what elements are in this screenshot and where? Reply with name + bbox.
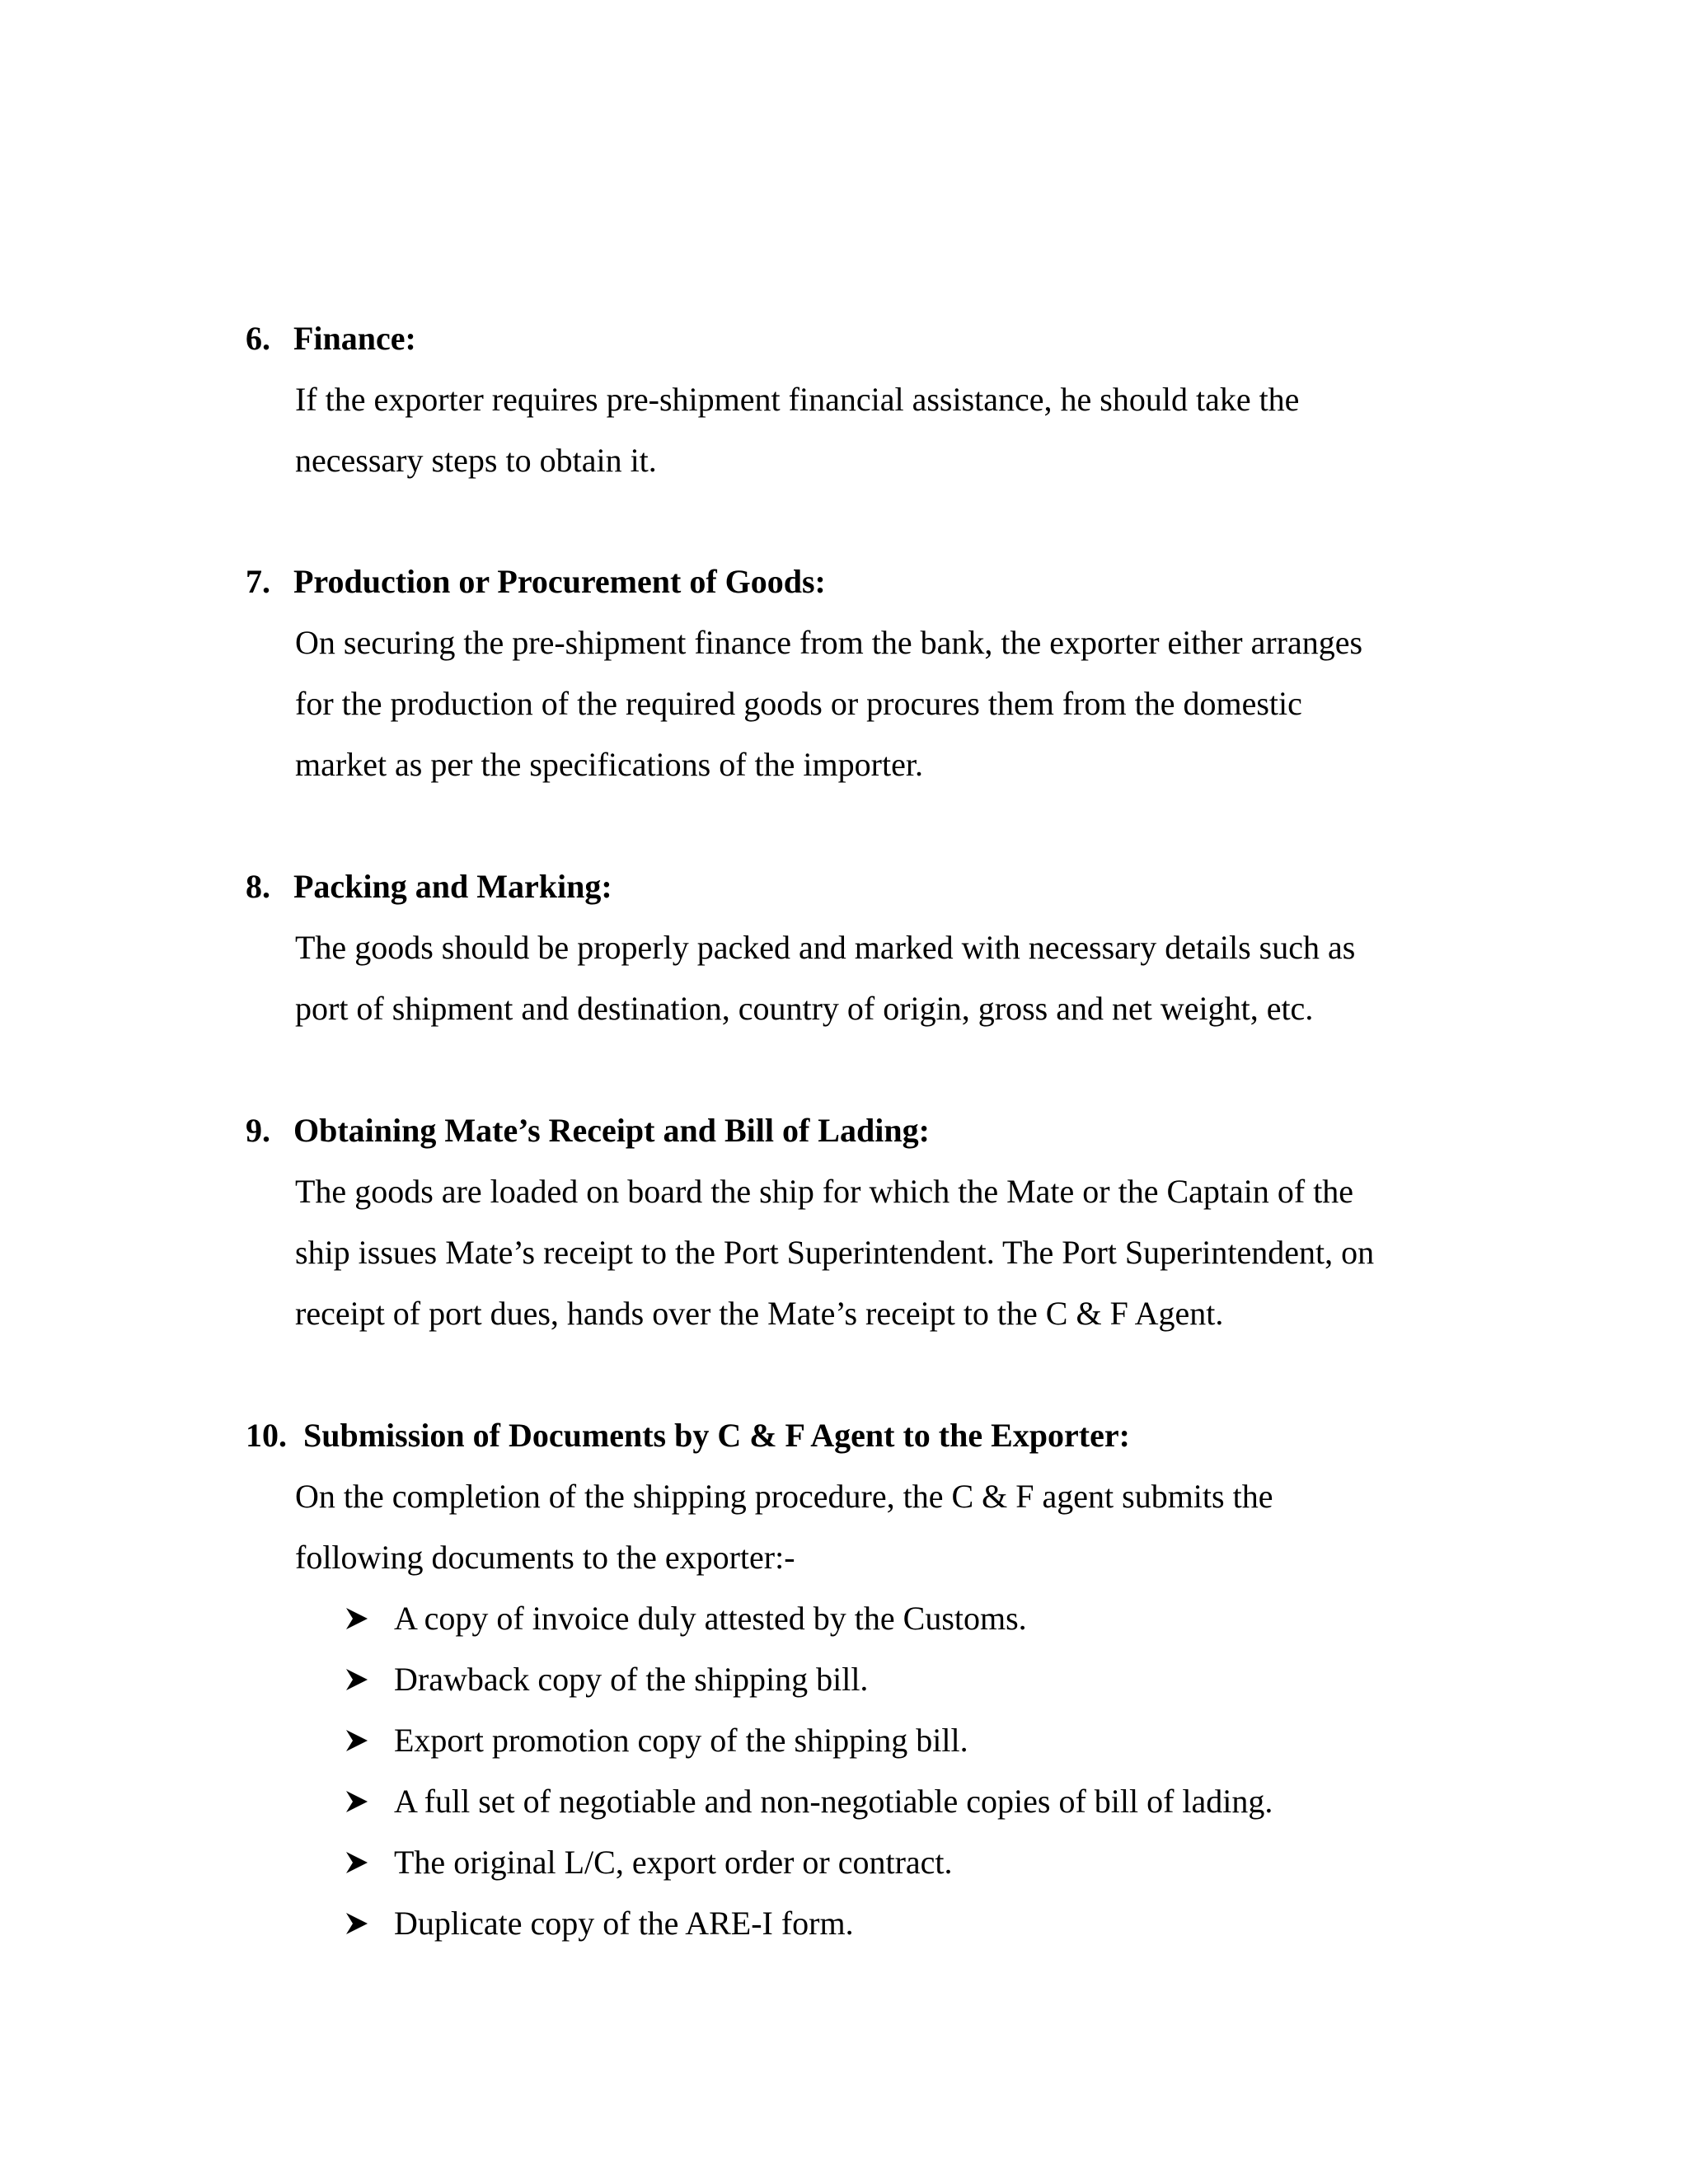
section-heading-submission bbox=[246, 1415, 1130, 1456]
section-heading-production bbox=[246, 561, 826, 602]
section-heading-finance bbox=[246, 318, 416, 359]
list-item-text: A full set of negotiable and non-negotiable copies of bill of lading. bbox=[394, 1783, 1273, 1820]
section-heading-packing bbox=[246, 866, 612, 907]
list-item bbox=[345, 1649, 1273, 1710]
section-title: Submission of Documents by C & F Agent to the Exporter: bbox=[303, 1417, 1130, 1454]
body-line: On securing the pre-shipment finance from the bank, the exporter either arranges bbox=[295, 624, 1363, 661]
body-line: market as per the specifications of the importer. bbox=[295, 746, 923, 783]
list-item-text: Duplicate copy of the ARE-I form. bbox=[394, 1905, 854, 1942]
list-item-text: A copy of invoice duly attested by the Customs. bbox=[394, 1600, 1027, 1637]
section-body-finance bbox=[295, 369, 1299, 491]
arrowhead-bullet-icon bbox=[345, 1850, 369, 1875]
arrowhead-bullet-icon bbox=[345, 1789, 369, 1814]
body-line: The goods should be properly packed and marked with necessary details such as bbox=[295, 929, 1356, 966]
section-number: 10. bbox=[246, 1417, 287, 1454]
list-item bbox=[345, 1893, 1273, 1954]
section-number: 6. bbox=[246, 320, 270, 357]
body-line: following documents to the exporter:- bbox=[295, 1539, 795, 1576]
body-line: receipt of port dues, hands over the Mate’s receipt to the C & F Agent. bbox=[295, 1295, 1224, 1332]
body-line: for the production of the required goods or procures them from the domestic bbox=[295, 685, 1302, 722]
section-title: Production or Procurement of Goods: bbox=[293, 563, 826, 600]
arrowhead-bullet-icon bbox=[345, 1606, 369, 1631]
section-title: Obtaining Mate’s Receipt and Bill of Lading: bbox=[293, 1112, 930, 1149]
body-line: On the completion of the shipping procedure, the C & F agent submits the bbox=[295, 1478, 1273, 1515]
list-item-text: Drawback copy of the shipping bill. bbox=[394, 1661, 869, 1698]
section-body-submission bbox=[295, 1466, 1273, 1588]
section-body-packing bbox=[295, 917, 1355, 1039]
body-line: port of shipment and destination, country of origin, gross and net weight, etc. bbox=[295, 990, 1314, 1027]
list-item bbox=[345, 1771, 1273, 1832]
list-item bbox=[345, 1710, 1273, 1771]
body-line: necessary steps to obtain it. bbox=[295, 442, 657, 479]
section-number: 9. bbox=[246, 1112, 270, 1149]
body-line: The goods are loaded on board the ship for which the Mate or the Captain of the bbox=[295, 1173, 1354, 1210]
arrowhead-bullet-icon bbox=[345, 1728, 369, 1753]
list-item bbox=[345, 1588, 1273, 1649]
body-line: If the exporter requires pre-shipment financial assistance, he should take the bbox=[295, 381, 1300, 418]
section-title: Packing and Marking: bbox=[293, 868, 612, 905]
section-body-mates-receipt bbox=[295, 1161, 1374, 1344]
section-title: Finance: bbox=[293, 320, 416, 357]
section-number: 8. bbox=[246, 868, 270, 905]
section-number: 7. bbox=[246, 563, 270, 600]
list-item-text: Export promotion copy of the shipping bill. bbox=[394, 1722, 968, 1759]
arrowhead-bullet-icon bbox=[345, 1667, 369, 1692]
list-item-text: The original L/C, export order or contract. bbox=[394, 1844, 953, 1881]
arrowhead-bullet-icon bbox=[345, 1911, 369, 1936]
section-heading-mates-receipt bbox=[246, 1110, 930, 1151]
list-item bbox=[345, 1832, 1273, 1893]
section-body-production bbox=[295, 612, 1362, 795]
documents-bullet-list bbox=[345, 1588, 1273, 1954]
body-line: ship issues Mate’s receipt to the Port Superintendent. The Port Superintendent, on bbox=[295, 1234, 1375, 1271]
